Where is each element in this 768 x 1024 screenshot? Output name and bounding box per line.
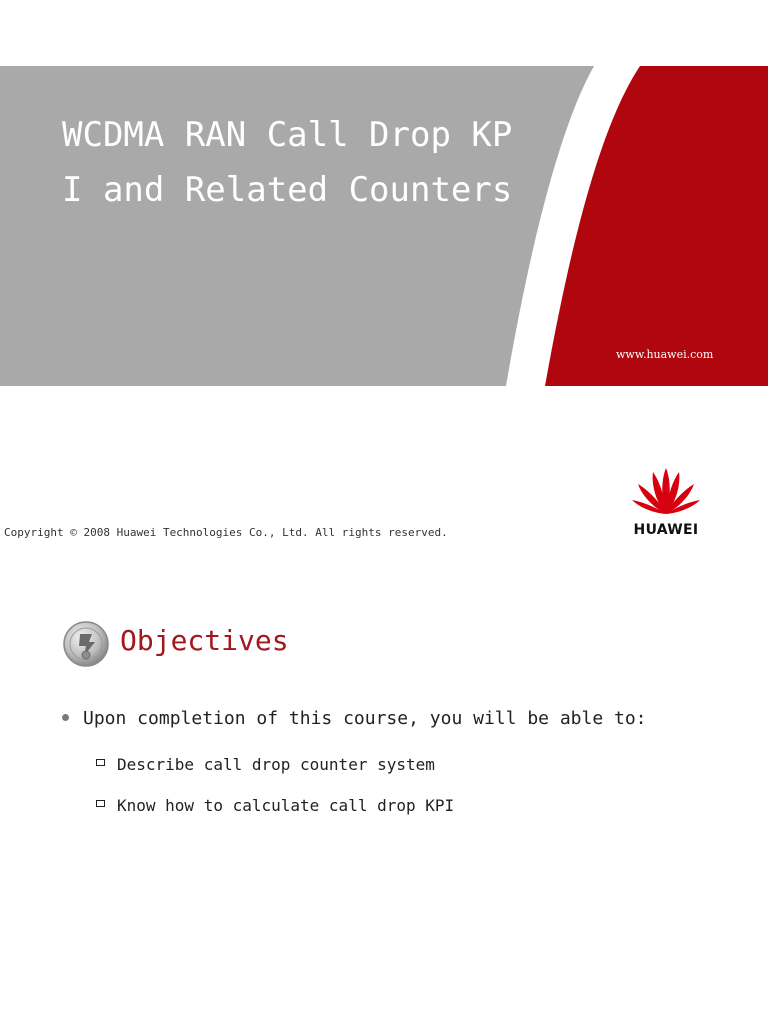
objective-item <box>96 755 435 774</box>
logo-wordmark: HUAWEI <box>633 522 699 538</box>
copyright-notice: Copyright © 2008 Huawei Technologies Co., Ltd. All rights reserved. <box>4 526 448 539</box>
objective-item-text: Describe call drop counter system <box>117 755 435 774</box>
website-url[interactable]: www.huawei.com <box>616 348 714 361</box>
slide-title: WCDMA RAN Call Drop KPI and Related Counters <box>62 115 513 210</box>
objectives-intro-text: Upon completion of this course, you will be able to: <box>83 708 647 729</box>
huawei-logo <box>624 466 708 542</box>
square-bullet-icon <box>96 800 105 807</box>
red-panel <box>545 66 768 386</box>
objectives-badge-icon <box>62 620 110 668</box>
square-bullet-icon <box>96 759 105 766</box>
objective-item <box>96 796 454 815</box>
objectives-heading: Objectives <box>120 624 289 657</box>
objectives-intro <box>62 708 647 729</box>
huawei-petals-icon <box>630 466 702 518</box>
objective-item-text: Know how to calculate call drop KPI <box>117 796 455 815</box>
bullet-dot-icon <box>62 714 69 721</box>
objectives-slide <box>0 600 768 1024</box>
